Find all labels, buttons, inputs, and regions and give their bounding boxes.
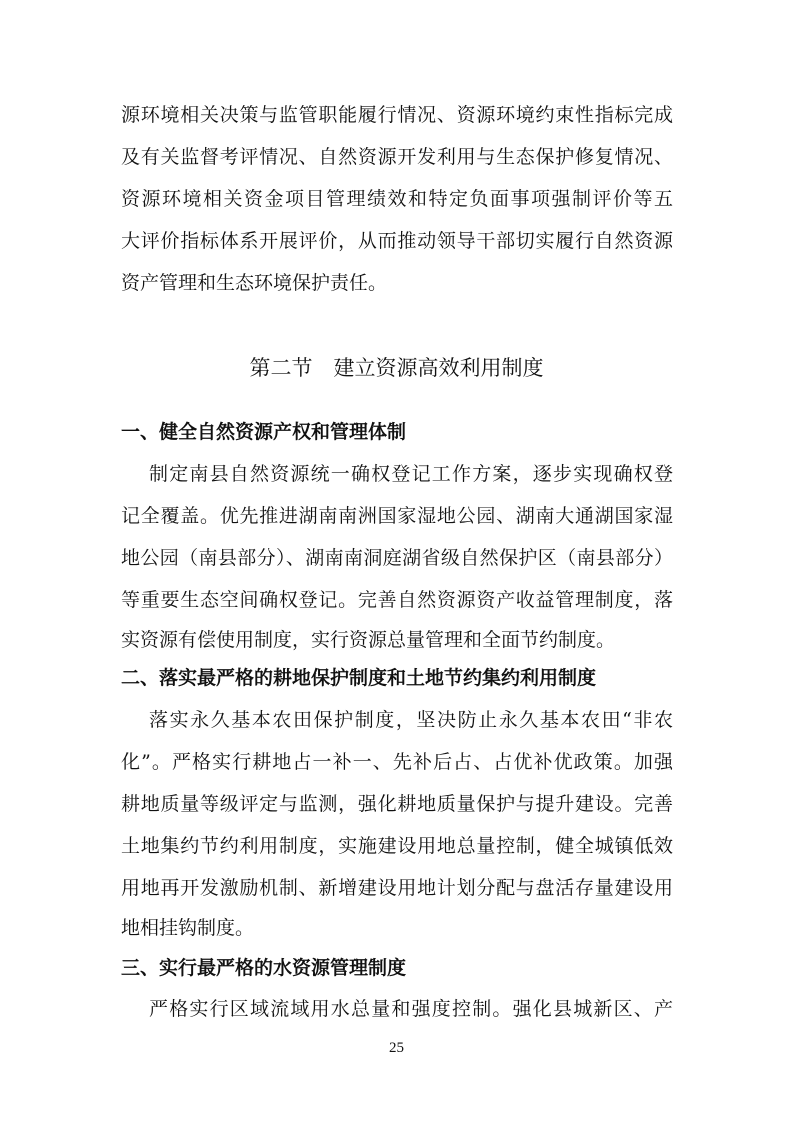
paragraph-line: 耕地质量等级评定与监测，强化耕地质量保护与提升建设。完善	[121, 793, 673, 815]
paragraph-line: 制定南县自然资源统一确权登记工作方案，逐步实现确权登	[149, 463, 673, 485]
page-number: 25	[389, 1040, 404, 1056]
paragraph-line: 严格实行区域流域用水总量和强度控制。强化县城新区、产	[149, 998, 673, 1020]
paragraph-line: 化”。严格实行耕地占一补一、先补后占、占优补优政策。加强	[121, 751, 673, 773]
paragraph-line: 地相挂钩制度。	[121, 917, 255, 939]
paragraph-line: 源环境相关决策与监管职能履行情况、资源环境约束性指标完成	[121, 104, 673, 126]
paragraph-line: 记全覆盖。优先推进湖南南洲国家湿地公园、湖南大通湖国家湿	[121, 505, 673, 527]
paragraph-line: 资源环境相关资金项目管理绩效和特定负面事项强制评价等五	[121, 188, 673, 210]
section-title: 第二节 建立资源高效利用制度	[249, 356, 544, 380]
paragraph-line: 大评价指标体系开展评价，从而推动领导干部切实履行自然资源	[121, 230, 673, 252]
paragraph-line: 实资源有偿使用制度，实行资源总量管理和全面节约制度。	[121, 629, 616, 651]
subsection-heading: 一、健全自然资源产权和管理体制	[121, 421, 407, 443]
paragraph-line: 及有关监督考评情况、自然资源开发利用与生态保护修复情况、	[121, 146, 673, 168]
subsection-heading: 二、落实最严格的耕地保护制度和土地节约集约利用制度	[121, 667, 597, 689]
subsection-heading: 三、实行最严格的水资源管理制度	[121, 957, 407, 979]
paragraph-line: 等重要生态空间确权登记。完善自然资源资产收益管理制度，落	[121, 589, 673, 611]
paragraph-line: 资产管理和生态环境保护责任。	[121, 272, 388, 294]
paragraph-line: 土地集约节约利用制度，实施建设用地总量控制，健全城镇低效	[121, 835, 673, 857]
paragraph-line: 用地再开发激励机制、新增建设用地计划分配与盘活存量建设用	[121, 877, 673, 899]
paragraph-line: 落实永久基本农田保护制度，坚决防止永久基本农田“非农	[149, 709, 673, 731]
paragraph-line: 地公园（南县部分）、湖南南洞庭湖省级自然保护区（南县部分）	[121, 547, 673, 569]
